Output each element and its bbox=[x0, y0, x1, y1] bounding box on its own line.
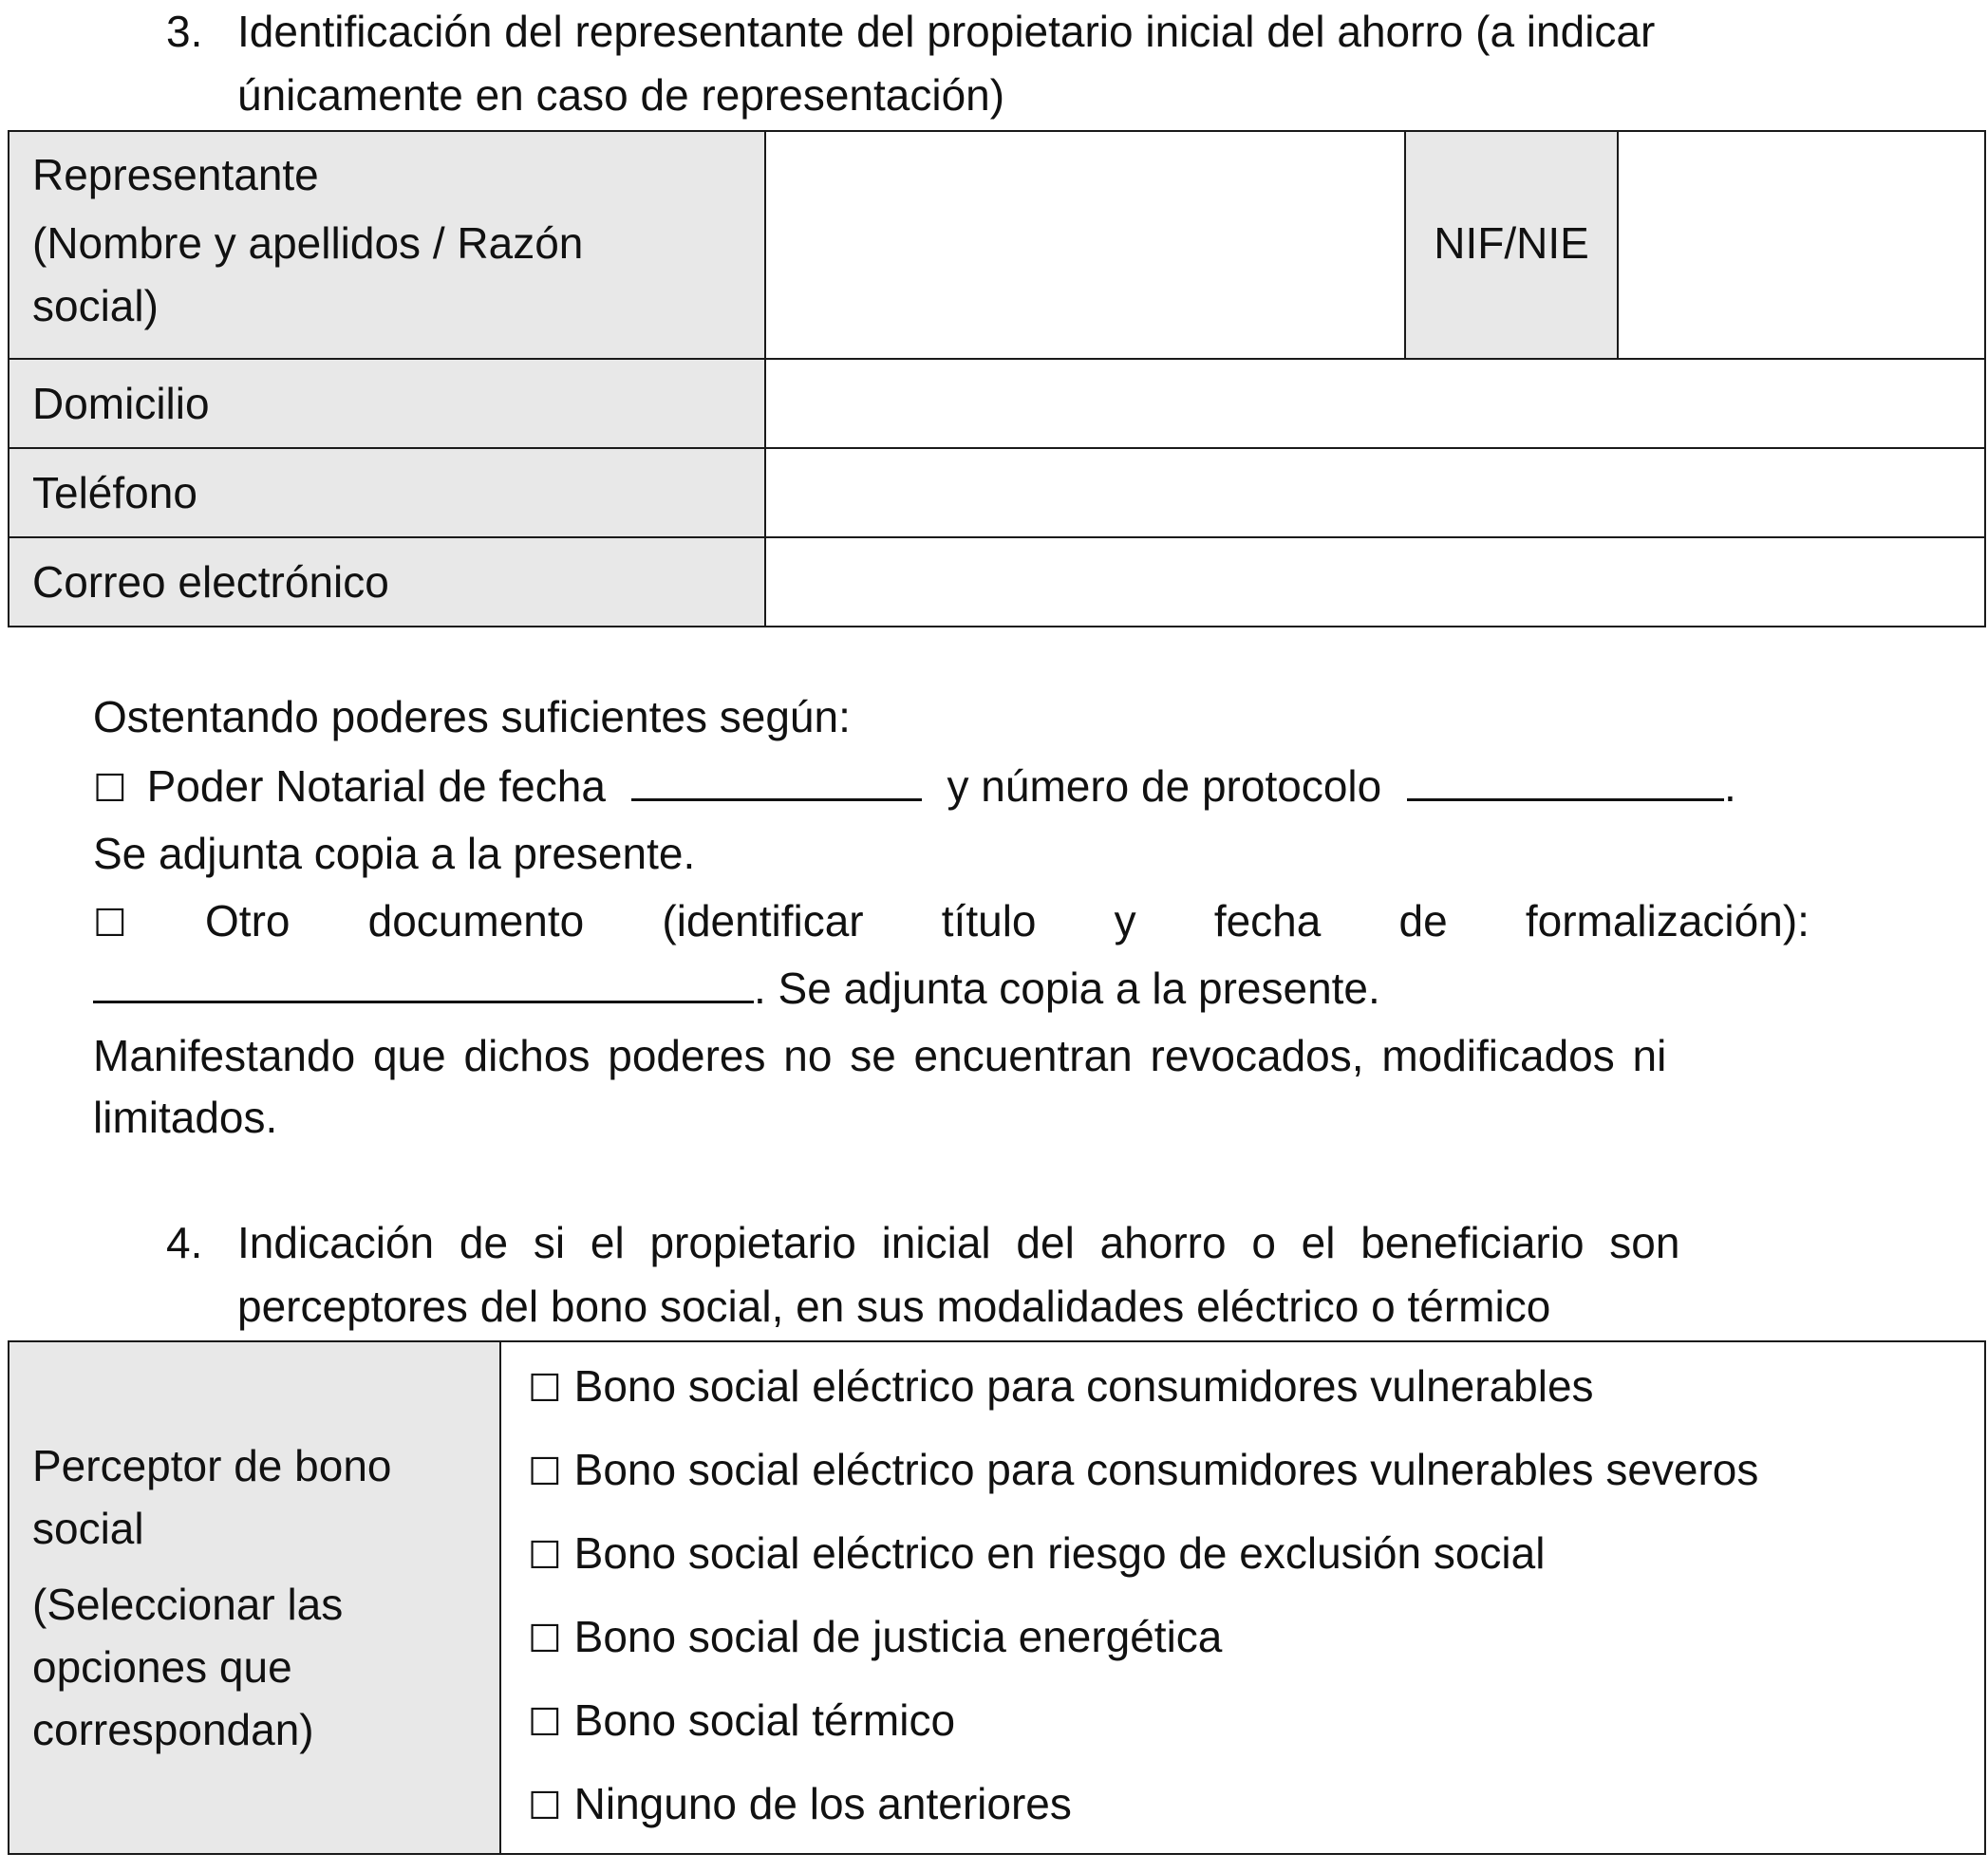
option-vulnerables-severos[interactable]: ☐ Bono social eléctrico para consumidores vulnerables severos bbox=[528, 1445, 1759, 1494]
protocol-label: y número de protocolo bbox=[947, 761, 1382, 811]
domicilio-field[interactable] bbox=[765, 359, 1985, 448]
other-document-row: ☐ Otro documento (identificar título y fecha de formalización): bbox=[93, 888, 1810, 955]
option-justicia-energetica[interactable]: ☐ Bono social de justicia energética bbox=[528, 1612, 1223, 1661]
notarial-power-row: ☐ Poder Notarial de fecha y número de protocolo . bbox=[93, 761, 1736, 811]
bono-label-line-1: Perceptor de bono bbox=[32, 1441, 392, 1490]
option-checkbox[interactable]: ☐ bbox=[528, 1367, 562, 1411]
notarial-checkbox[interactable]: ☐ bbox=[93, 767, 127, 811]
other-document-checkbox[interactable]: ☐ bbox=[93, 902, 127, 945]
bono-label-line-4: opciones que bbox=[32, 1642, 292, 1692]
manifest-line-1: Manifestando que dichos poderes no se encuentran revocados, modificados ni bbox=[93, 1031, 1667, 1080]
correo-label: Correo electrónico bbox=[9, 537, 765, 627]
representative-table bbox=[8, 130, 1986, 627]
nif-label: NIF/NIE bbox=[1405, 131, 1618, 359]
section-3-title-line-2: únicamente en caso de representación) bbox=[237, 70, 1005, 120]
option-checkbox[interactable]: ☐ bbox=[528, 1618, 562, 1661]
option-checkbox[interactable]: ☐ bbox=[528, 1534, 562, 1578]
correo-field[interactable] bbox=[765, 537, 1985, 627]
bono-label-line-2: social bbox=[32, 1504, 144, 1553]
bono-label-line-3: (Seleccionar las bbox=[32, 1580, 344, 1629]
section-3-title-line-1: Identificación del representante del propietario inicial del ahorro (a indicar bbox=[237, 7, 1656, 56]
powers-paragraph bbox=[93, 683, 1810, 1151]
option-checkbox[interactable]: ☐ bbox=[528, 1451, 562, 1494]
representante-label: Representante bbox=[32, 150, 319, 199]
telefono-field[interactable] bbox=[765, 448, 1985, 537]
bono-label-line-5: correspondan) bbox=[32, 1705, 314, 1754]
representante-label-cell bbox=[9, 131, 765, 359]
option-checkbox[interactable]: ☐ bbox=[528, 1785, 562, 1828]
option-riesgo-exclusion[interactable]: ☐ Bono social eléctrico en riesgo de exclusión social bbox=[528, 1528, 1546, 1578]
section-4-title-line-2: perceptores del bono social, en sus modalidades eléctrico o térmico bbox=[237, 1282, 1551, 1331]
option-checkbox[interactable]: ☐ bbox=[528, 1701, 562, 1745]
option-ninguno[interactable]: ☐ Ninguno de los anteriores bbox=[528, 1779, 1072, 1828]
section-3-number: 3. bbox=[166, 7, 203, 56]
domicilio-label: Domicilio bbox=[9, 359, 765, 448]
section-4-title-line-1: Indicación de si el propietario inicial del ahorro o el beneficiario son bbox=[237, 1218, 1680, 1267]
notarial-copy-note: Se adjunta copia a la presente. bbox=[93, 829, 696, 878]
option-termico[interactable]: ☐ Bono social térmico bbox=[528, 1695, 956, 1745]
option-vulnerables[interactable]: ☐ Bono social eléctrico para consumidores vulnerables bbox=[528, 1361, 1594, 1411]
representante-field[interactable] bbox=[765, 131, 1405, 359]
section-4-heading bbox=[0, 1211, 1988, 1338]
powers-intro: Ostentando poderes suficientes según: bbox=[93, 692, 851, 741]
nif-field[interactable] bbox=[1618, 131, 1985, 359]
protocol-number-blank[interactable] bbox=[1407, 766, 1724, 801]
bono-social-table bbox=[8, 1340, 1986, 1855]
representante-label-sub1: (Nombre y apellidos / Razón bbox=[32, 218, 584, 268]
telefono-label: Teléfono bbox=[9, 448, 765, 537]
notarial-label: Poder Notarial de fecha bbox=[146, 761, 606, 811]
representante-label-sub2: social) bbox=[32, 281, 159, 330]
other-document-blank-row bbox=[93, 955, 1810, 1022]
other-document-copy-note: . Se adjunta copia a la presente. bbox=[754, 964, 1380, 1013]
bono-social-label-cell bbox=[9, 1341, 500, 1854]
bono-social-options bbox=[501, 1344, 1984, 1845]
manifest-line-2: limitados. bbox=[93, 1093, 278, 1142]
other-document-blank[interactable] bbox=[93, 968, 754, 1003]
section-3-heading bbox=[0, 0, 1988, 127]
bono-social-options-cell bbox=[500, 1341, 1985, 1854]
notarial-date-blank[interactable] bbox=[631, 766, 922, 801]
section-4-number: 4. bbox=[166, 1218, 203, 1267]
